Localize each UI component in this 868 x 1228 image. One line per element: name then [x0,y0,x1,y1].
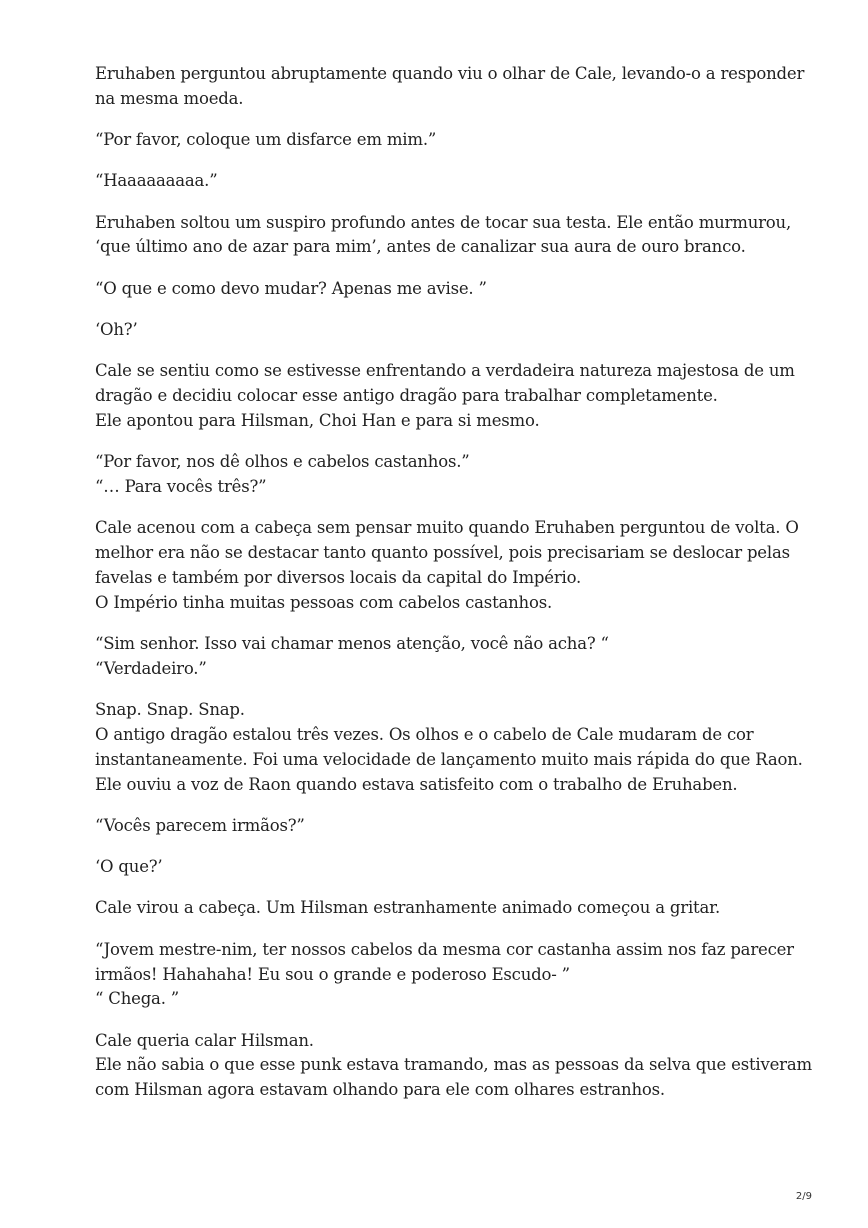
text-line: ‘O que?’ [95,857,163,877]
paragraph [95,169,785,194]
text-line: com Hilsman agora estavam olhando para ele com olhares estranhos. [95,1080,665,1100]
paragraph [95,211,792,261]
page-number: 2/9 [795,1191,812,1202]
paragraph [95,1029,812,1103]
paragraph [95,516,799,615]
text-line: ‘Oh?’ [95,320,138,340]
text-line: “Vocês parecem irmãos?” [95,815,305,835]
text-line: melhor era não se destacar tanto quanto possível, pois precisariam se deslocar pelas [95,543,790,563]
text-line: na mesma moeda. [95,88,244,108]
text-line: Cale queria calar Hilsman. [95,1030,314,1050]
text-line: instantaneamente. Foi uma velocidade de lançamento muito mais rápida do que Raon. [95,749,803,769]
text-line: Ele ouviu a voz de Raon quando estava satisfeito com o trabalho de Eruhaben. [95,774,738,794]
text-line: dragão e decidiu colocar esse antigo dragão para trabalhar completamente. [95,386,718,406]
text-line: Snap. Snap. Snap. [95,700,245,720]
text-line: “ Chega. ” [95,989,180,1009]
text-line: “O que e como devo mudar? Apenas me avise. ” [95,278,487,298]
paragraph [95,318,785,343]
paragraph [95,814,785,839]
paragraph [95,698,803,797]
text-line: Cale virou a cabeça. Um Hilsman estranhamente animado começou a gritar. [95,898,721,918]
text-line: favelas e também por diversos locais da capital do Império. [95,567,582,587]
paragraph [95,359,795,433]
paragraph [95,855,785,880]
text-line: Ele apontou para Hilsman, Choi Han e para si mesmo. [95,410,540,430]
text-line: “Por favor, nos dê olhos e cabelos castanhos.” [95,452,470,472]
text-line: Eruhaben soltou um suspiro profundo antes de tocar sua testa. Ele então murmurou, [95,212,792,232]
paragraph [95,450,785,500]
text-line: “Por favor, coloque um disfarce em mim.” [95,130,437,150]
text-line: “Verdadeiro.” [95,658,207,678]
text-line: Cale se sentiu como se estivesse enfrentando a verdadeira natureza majestosa de um [95,361,795,381]
paragraph [95,62,805,112]
text-line: irmãos! Hahahaha! Eu sou o grande e poderoso Escudo- ” [95,964,570,984]
paragraph [95,128,785,153]
text-line: O Império tinha muitas pessoas com cabelos castanhos. [95,592,553,612]
text-line: “Sim senhor. Isso vai chamar menos atenção, você não acha? “ [95,634,609,654]
text-line: ‘que último ano de azar para mim’, antes de canalizar sua aura de ouro branco. [95,237,746,257]
text-line: Ele não sabia o que esse punk estava tramando, mas as pessoas da selva que estiveram [95,1055,812,1075]
paragraph [95,277,785,302]
paragraph [95,938,794,1012]
document-body [95,62,812,1120]
text-line: O antigo dragão estalou três vezes. Os olhos e o cabelo de Cale mudaram de cor [95,724,754,744]
text-line: “… Para vocês três?” [95,477,267,497]
paragraph [95,896,785,921]
text-line: “Jovem mestre-nim, ter nossos cabelos da mesma cor castanha assim nos faz parecer [95,939,794,959]
text-line: Eruhaben perguntou abruptamente quando viu o olhar de Cale, levando-o a responder [95,64,805,83]
text-line: Cale acenou com a cabeça sem pensar muito quando Eruhaben perguntou de volta. O [95,518,799,538]
text-line: “Haaaaaaaaa.” [95,171,218,191]
paragraph [95,632,785,682]
